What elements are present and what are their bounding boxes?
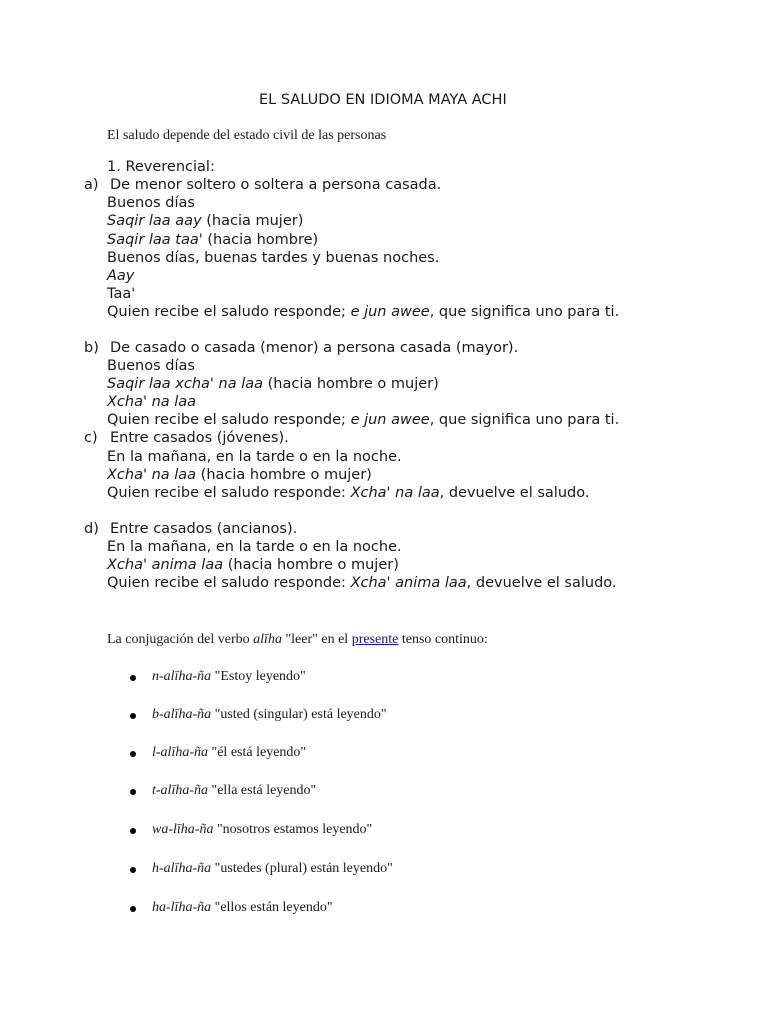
bullet-icon <box>130 751 136 757</box>
verb-form: h-alīha-ña <box>152 861 212 876</box>
intro-text: El saludo depende del estado civil de las personas <box>107 128 387 143</box>
greeting-phrase: Xcha' anima laa <box>107 557 224 573</box>
greeting-phrase: Saqir laa xcha' na laa <box>107 376 264 392</box>
item-c-heading: Entre casados (jóvenes). <box>110 430 289 446</box>
item-a-line <box>107 232 318 248</box>
response-phrase: Xcha' anima laa <box>350 575 467 591</box>
item-c-line: En la mañana, en la tarde o en la noche. <box>107 449 402 465</box>
greeting-note: (hacia hombre o mujer) <box>263 376 439 392</box>
greeting-note: (hacia hombre o mujer) <box>223 557 399 573</box>
list-item <box>152 669 306 685</box>
verb-form: wa-līha-ña <box>152 822 214 837</box>
list-item <box>152 861 393 877</box>
item-a-line: Taa' <box>107 286 136 302</box>
verb-form: l-alīha-ña <box>152 745 208 760</box>
item-d-marker: d) <box>84 521 99 537</box>
bullet-icon <box>130 906 136 912</box>
response-text: Quien recibe el saludo responde; <box>107 412 351 428</box>
bullet-icon <box>130 675 136 681</box>
response-text: , que significa uno para ti. <box>429 412 620 428</box>
item-b-marker: b) <box>84 340 99 356</box>
response-phrase: Xcha' na laa <box>350 485 440 501</box>
response-text: , devuelve el saludo. <box>466 575 617 591</box>
response-phrase: e jun awee <box>350 412 430 428</box>
greeting-phrase: Saqir laa aay <box>107 213 202 229</box>
verb-gloss: "ustedes (plural) están leyendo" <box>211 861 393 876</box>
greeting-note: (hacia mujer) <box>201 213 304 229</box>
response-phrase: e jun awee <box>350 304 430 320</box>
verb-gloss: "ellos están leyendo" <box>211 900 333 915</box>
list-item <box>152 900 333 916</box>
item-d-line <box>107 557 399 573</box>
verb-gloss: "ella está leyendo" <box>208 783 317 798</box>
greeting-phrase: Xcha' na laa <box>107 467 197 483</box>
item-c-response <box>107 485 589 501</box>
bullet-icon <box>130 828 136 834</box>
list-item <box>152 783 316 799</box>
item-b-heading: De casado o casada (menor) a persona casada (mayor). <box>110 340 519 356</box>
verb-gloss: "usted (singular) está leyendo" <box>211 707 387 722</box>
page-title: EL SALUDO EN IDIOMA MAYA ACHI <box>259 92 507 108</box>
bullet-icon <box>130 713 136 719</box>
item-a-line <box>107 213 303 229</box>
item-d-heading: Entre casados (ancianos). <box>110 521 298 537</box>
response-text: Quien recibe el saludo responde; <box>107 304 351 320</box>
item-b-line <box>107 376 439 392</box>
conjugation-text: tenso continuo: <box>398 632 488 647</box>
list-item <box>152 822 372 838</box>
verb-gloss: "nosotros estamos leyendo" <box>213 822 373 837</box>
response-text: , que significa uno para ti. <box>429 304 620 320</box>
item-c-line <box>107 467 372 483</box>
verb-form: t-alīha-ña <box>152 783 208 798</box>
item-a-marker: a) <box>84 177 99 193</box>
item-a-line: Buenos días, buenas tardes y buenas noches. <box>107 250 440 266</box>
bullet-icon <box>130 867 136 873</box>
item-d-response <box>107 575 617 591</box>
greeting-phrase: Saqir laa taa' <box>107 232 203 248</box>
conjugation-text: "leer" en el <box>281 632 352 647</box>
verb-gloss: "Estoy leyendo" <box>211 669 306 684</box>
item-b-line: Xcha' na laa <box>107 394 197 410</box>
conjugation-intro <box>107 632 488 648</box>
verb-form: b-alīha-ña <box>152 707 212 722</box>
verb-form: n-alīha-ña <box>152 669 212 684</box>
item-b-line: Buenos días <box>107 358 195 374</box>
item-c-marker: c) <box>84 430 98 446</box>
verb-gloss: "él está leyendo" <box>208 745 307 760</box>
response-text: Quien recibe el saludo responde: <box>107 575 351 591</box>
item-b-response <box>107 412 619 428</box>
response-text: Quien recibe el saludo responde: <box>107 485 351 501</box>
section-heading: 1. Reverencial: <box>107 159 215 175</box>
list-item <box>152 745 306 761</box>
verb-form: ha-līha-ña <box>152 900 212 915</box>
item-a-line: Buenos días <box>107 195 195 211</box>
item-d-line: En la mañana, en la tarde o en la noche. <box>107 539 402 555</box>
item-a-line: Aay <box>107 268 135 284</box>
item-a-heading: De menor soltero o soltera a persona casada. <box>110 177 442 193</box>
item-a-response <box>107 304 619 320</box>
verb: alīha <box>253 632 282 647</box>
response-text: , devuelve el saludo. <box>439 485 590 501</box>
presente-link[interactable]: presente <box>351 632 399 647</box>
greeting-note: (hacia hombre o mujer) <box>196 467 372 483</box>
list-item <box>152 707 387 723</box>
conjugation-text: La conjugación del verbo <box>107 632 254 647</box>
bullet-icon <box>130 789 136 795</box>
greeting-note: (hacia hombre) <box>202 232 319 248</box>
